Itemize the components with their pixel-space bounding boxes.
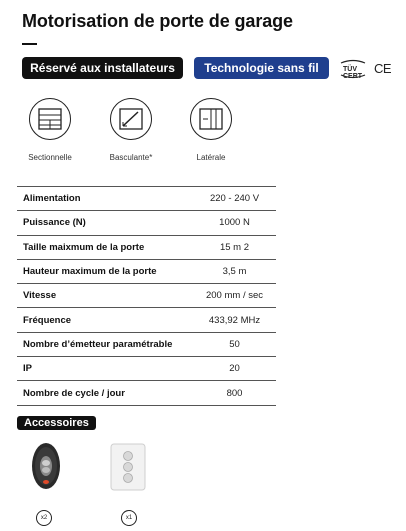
wall-switch-icon (110, 443, 146, 496)
table-row (17, 333, 276, 357)
spec-value: 15 m 2 (219, 241, 250, 253)
door-type-label: Basculante* (109, 153, 153, 162)
spec-value: 3,5 m (222, 266, 247, 278)
table-row (17, 187, 276, 211)
door-type-up-and-over (96, 98, 166, 162)
door-type-side-sliding (176, 98, 246, 162)
tuv-cert-icon (338, 59, 368, 79)
side-sliding-door-icon (190, 98, 232, 140)
table-row (17, 357, 276, 381)
spec-value: 433,92 MHz (208, 314, 261, 326)
specifications-table (17, 186, 276, 406)
spec-label: IP (23, 363, 32, 375)
quantity-badge: x2 (36, 510, 52, 526)
sectional-door-icon (29, 98, 71, 140)
spec-label: Hauteur maximum de la porte (23, 266, 157, 278)
ce-mark: CE (374, 61, 392, 76)
spec-label: Vitesse (23, 290, 57, 302)
installers-only-badge: Réservé aux installateurs (22, 57, 183, 79)
table-row (17, 284, 276, 308)
spec-value: 20 (229, 363, 240, 375)
tuv-label: TÜV (343, 66, 357, 73)
spec-label: Fréquence (23, 314, 72, 326)
door-type-label: Latérale (196, 153, 226, 162)
up-and-over-door-icon (110, 98, 152, 140)
wireless-technology-badge: Technologie sans fil (194, 57, 329, 79)
table-row (17, 211, 276, 235)
spec-label: Taille maixmum de la porte (23, 241, 145, 253)
accessories-heading: Accessoires (17, 416, 96, 430)
title-underline (22, 43, 37, 45)
spec-value: 220 - 240 V (209, 193, 260, 205)
table-row (17, 381, 276, 405)
table-row (17, 260, 276, 284)
spec-value: 50 (229, 338, 240, 350)
tuv-cert-label: CERT (343, 73, 363, 80)
door-type-sectional (15, 98, 85, 162)
spec-label: Nombre d’émetteur paramétrable (23, 338, 173, 350)
spec-label: Puissance (N) (23, 217, 86, 229)
page-title: Motorisation de porte de garage (22, 11, 293, 31)
spec-label: Nombre de cycle / jour (23, 387, 125, 399)
spec-value: 800 (226, 387, 243, 399)
spec-value: 1000 N (219, 217, 250, 229)
spec-label: Alimentation (23, 193, 81, 205)
spec-value: 200 mm / sec (205, 290, 264, 302)
door-type-label: Sectionnelle (28, 153, 72, 162)
remote-control-icon (30, 441, 62, 496)
table-row (17, 236, 276, 260)
quantity-badge: x1 (121, 510, 137, 526)
table-row (17, 308, 276, 332)
